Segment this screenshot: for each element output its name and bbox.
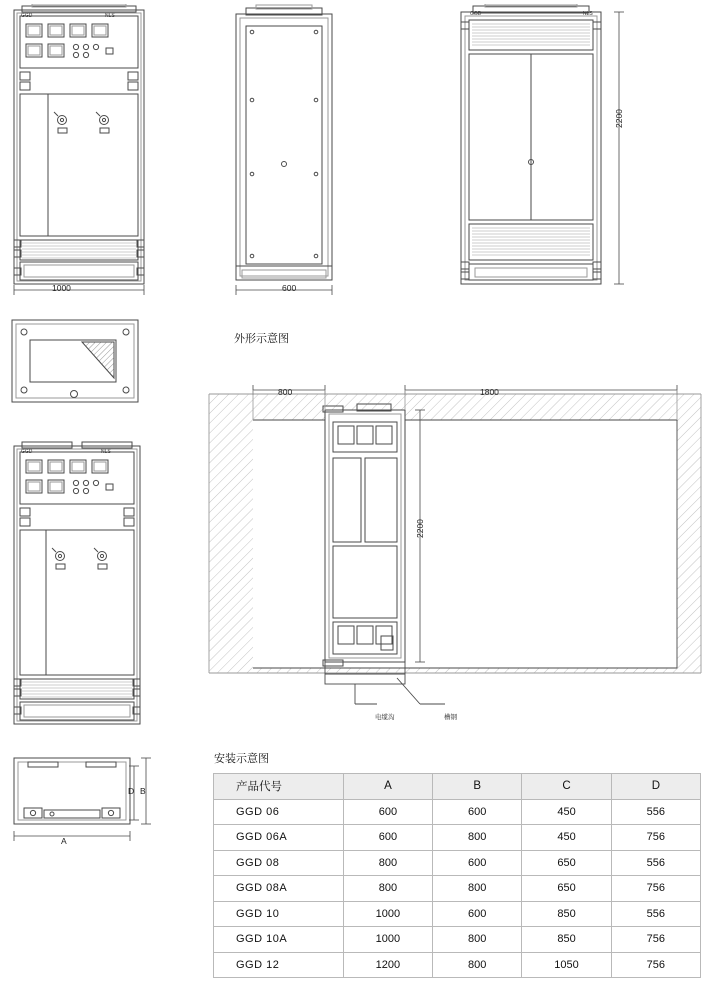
caption-outline: 外形示意图 [234,333,289,345]
cell-d: 756 [611,876,700,902]
rear-view-brand-right: NLS [583,11,593,17]
table-header-code: 产品代号 [214,774,344,800]
cell-code: GGD 10 [214,901,344,927]
cell-b: 600 [433,901,522,927]
cell-b: 600 [433,850,522,876]
front-view-alt-brand-left: GGD [21,449,33,455]
install-dim-height: 2200 [415,519,425,538]
rear-view-cabinet [455,4,655,304]
cell-b: 800 [433,876,522,902]
table-header-row [214,774,701,800]
cell-a: 1000 [343,901,432,927]
cell-c: 450 [522,799,611,825]
install-note-channel: 槽钢 [444,714,457,721]
cell-b: 800 [433,927,522,953]
cell-c: 450 [522,825,611,851]
cell-c: 850 [522,901,611,927]
cell-a: 800 [343,850,432,876]
install-dim-left: 800 [278,387,293,397]
cell-b: 800 [433,825,522,851]
cell-a: 1000 [343,927,432,953]
caption-installation: 安装示意图 [214,753,269,765]
cell-d: 556 [611,850,700,876]
cell-a: 600 [343,799,432,825]
cell-b: 800 [433,952,522,978]
cell-c: 650 [522,876,611,902]
cell-a: 800 [343,876,432,902]
cell-d: 756 [611,927,700,953]
cell-c: 650 [522,850,611,876]
table-header-c: C [522,774,611,800]
table-header-a: A [343,774,432,800]
side-view-cabinet [232,4,352,304]
spec-table [213,773,701,978]
front-view-brand-left: GGD [21,13,33,19]
table-row [214,901,701,927]
table-row [214,850,701,876]
bottom-view-dim-b: B [140,786,146,796]
rear-view-brand-left: GGD [470,11,482,17]
cell-a: 600 [343,825,432,851]
table-row [214,927,701,953]
cell-code: GGD 12 [214,952,344,978]
cell-code: GGD 06 [214,799,344,825]
cell-code: GGD 06A [214,825,344,851]
install-dim-right: 1800 [480,387,499,397]
table-row [214,952,701,978]
bottom-view-dim-d: D [128,786,135,796]
cell-d: 556 [611,799,700,825]
top-plan-view [8,316,148,406]
front-view-cabinet-alt [8,440,148,730]
cell-d: 556 [611,901,700,927]
table-row [214,876,701,902]
front-view-cabinet [8,4,208,304]
bottom-view-dim-a: A [61,836,67,846]
cell-a: 1200 [343,952,432,978]
front-view-brand-right: NLS [105,13,115,19]
cell-code: GGD 08 [214,850,344,876]
cell-c: 1050 [522,952,611,978]
installation-diagram [205,378,705,738]
install-note-cable: 电缆沟 [375,714,395,721]
cell-c: 850 [522,927,611,953]
cell-b: 600 [433,799,522,825]
cell-code: GGD 08A [214,876,344,902]
side-view-depth-dim: 600 [282,283,297,293]
cell-d: 756 [611,825,700,851]
table-row [214,825,701,851]
table-header-b: B [433,774,522,800]
front-view-width-dim: 1000 [52,283,71,293]
front-view-alt-brand-right: NLS [101,449,111,455]
cell-code: GGD 10A [214,927,344,953]
cell-d: 756 [611,952,700,978]
rear-view-height-dim: 2200 [614,109,624,128]
table-row [214,799,701,825]
table-header-d: D [611,774,700,800]
bottom-plan-view [8,752,158,852]
